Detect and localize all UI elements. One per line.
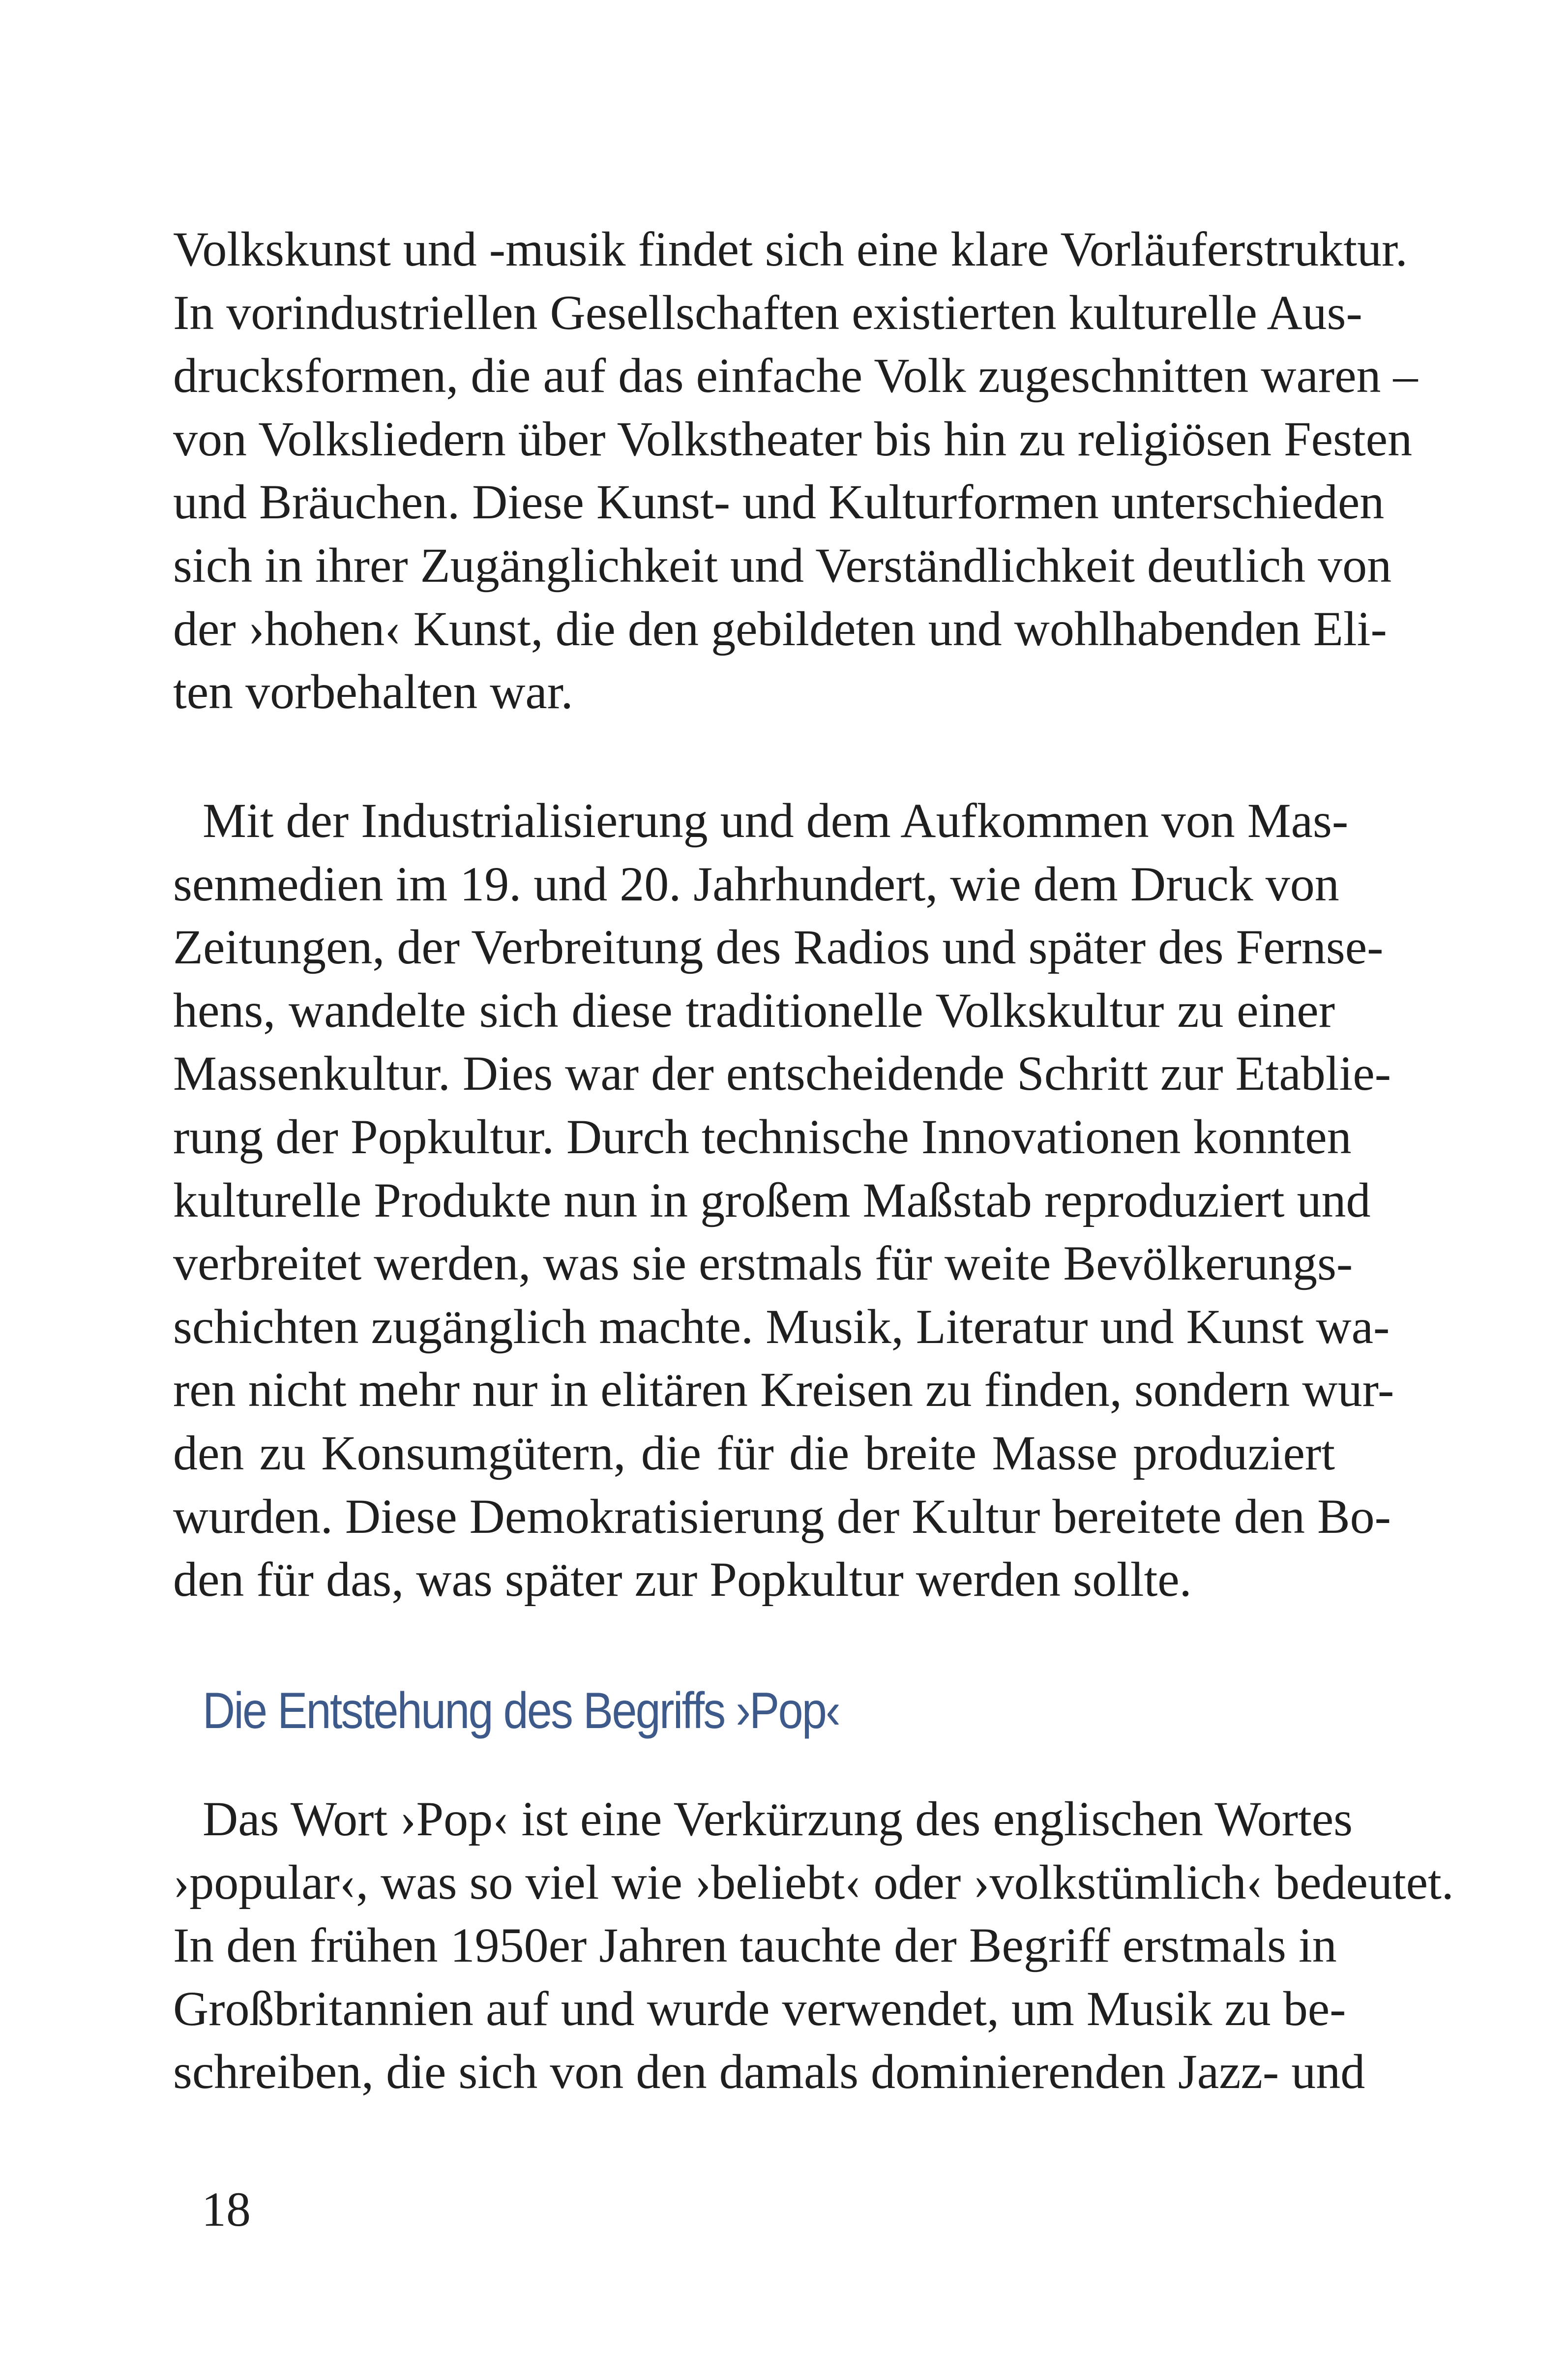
text-line: In den frühen 1950er Jahren tauchte der Begriff erstmals in (173, 1918, 1337, 1973)
text-line: den für das, was später zur Popkultur werden sollte. (173, 1552, 1192, 1607)
text-line: Volkskunst und -musik findet sich eine klare Vorläuferstruktur. (173, 222, 1408, 276)
text-line: Das Wort ›Pop‹ ist eine Verkürzung des englischen Wortes (203, 1791, 1353, 1846)
text-line: Massenkultur. Dies war der entscheidende Schritt zur Etablie- (173, 1046, 1391, 1101)
section-heading: Die Entstehung des Begriffs ›Pop‹ (203, 1682, 839, 1739)
text-line: den zu Konsumgütern, die für die breite Masse produziert (173, 1425, 1335, 1480)
text-line: kulturelle Produkte nun in großem Maßstab reproduziert und (173, 1172, 1371, 1227)
text-line: von Volksliedern über Volkstheater bis hin zu religiösen Festen (173, 411, 1413, 466)
text-line: ›popular‹, was so viel wie ›beliebt‹ oder ›volkstümlich‹ bedeutet. (173, 1854, 1454, 1910)
text-line: sich in ihrer Zugänglichkeit und Verständlichkeit deutlich von (173, 537, 1392, 593)
text-line: und Bräuchen. Diese Kunst- und Kulturformen unterschieden (173, 475, 1385, 530)
text-line: ten vorbehalten war. (173, 664, 573, 719)
paragraph-begriff-pop (173, 1788, 1454, 2104)
text-line: schreiben, die sich von den damals dominierenden Jazz- und (173, 2044, 1365, 2099)
text-line: verbreitet werden, was sie erstmals für weite Bevölkerungs- (173, 1236, 1353, 1291)
text-line: der ›hohen‹ Kunst, die den gebildeten und wohlhabenden Eli- (173, 601, 1387, 656)
paragraph-industrialisierung (173, 789, 1394, 1612)
page-number: 18 (202, 2182, 251, 2237)
text-line: wurden. Diese Demokratisierung der Kultur bereitete den Bo- (173, 1489, 1391, 1544)
text-line: hens, wandelte sich diese traditionelle Volkskultur zu einer (173, 983, 1335, 1038)
text-line: rung der Popkultur. Durch technische Innovationen konnten (173, 1109, 1352, 1164)
text-line: Großbritannien auf und wurde verwendet, um Musik zu be- (173, 1981, 1346, 2036)
text-line: In vorindustriellen Gesellschaften existierten kulturelle Aus- (173, 285, 1362, 340)
text-line: Zeitungen, der Verbreitung des Radios und später des Fernse- (173, 920, 1384, 975)
text-line: Mit der Industrialisierung und dem Aufkommen von Mas- (203, 793, 1349, 848)
text-line: ren nicht mehr nur in elitären Kreisen zu finden, sondern wur- (173, 1362, 1394, 1417)
text-line: drucksformen, die auf das einfache Volk zugeschnitten waren – (173, 348, 1418, 403)
paragraph-volkskunst (173, 218, 1418, 724)
text-line: senmedien im 19. und 20. Jahrhundert, wie dem Druck von (173, 856, 1339, 911)
text-line: schichten zugänglich machte. Musik, Literatur und Kunst wa- (173, 1299, 1390, 1354)
